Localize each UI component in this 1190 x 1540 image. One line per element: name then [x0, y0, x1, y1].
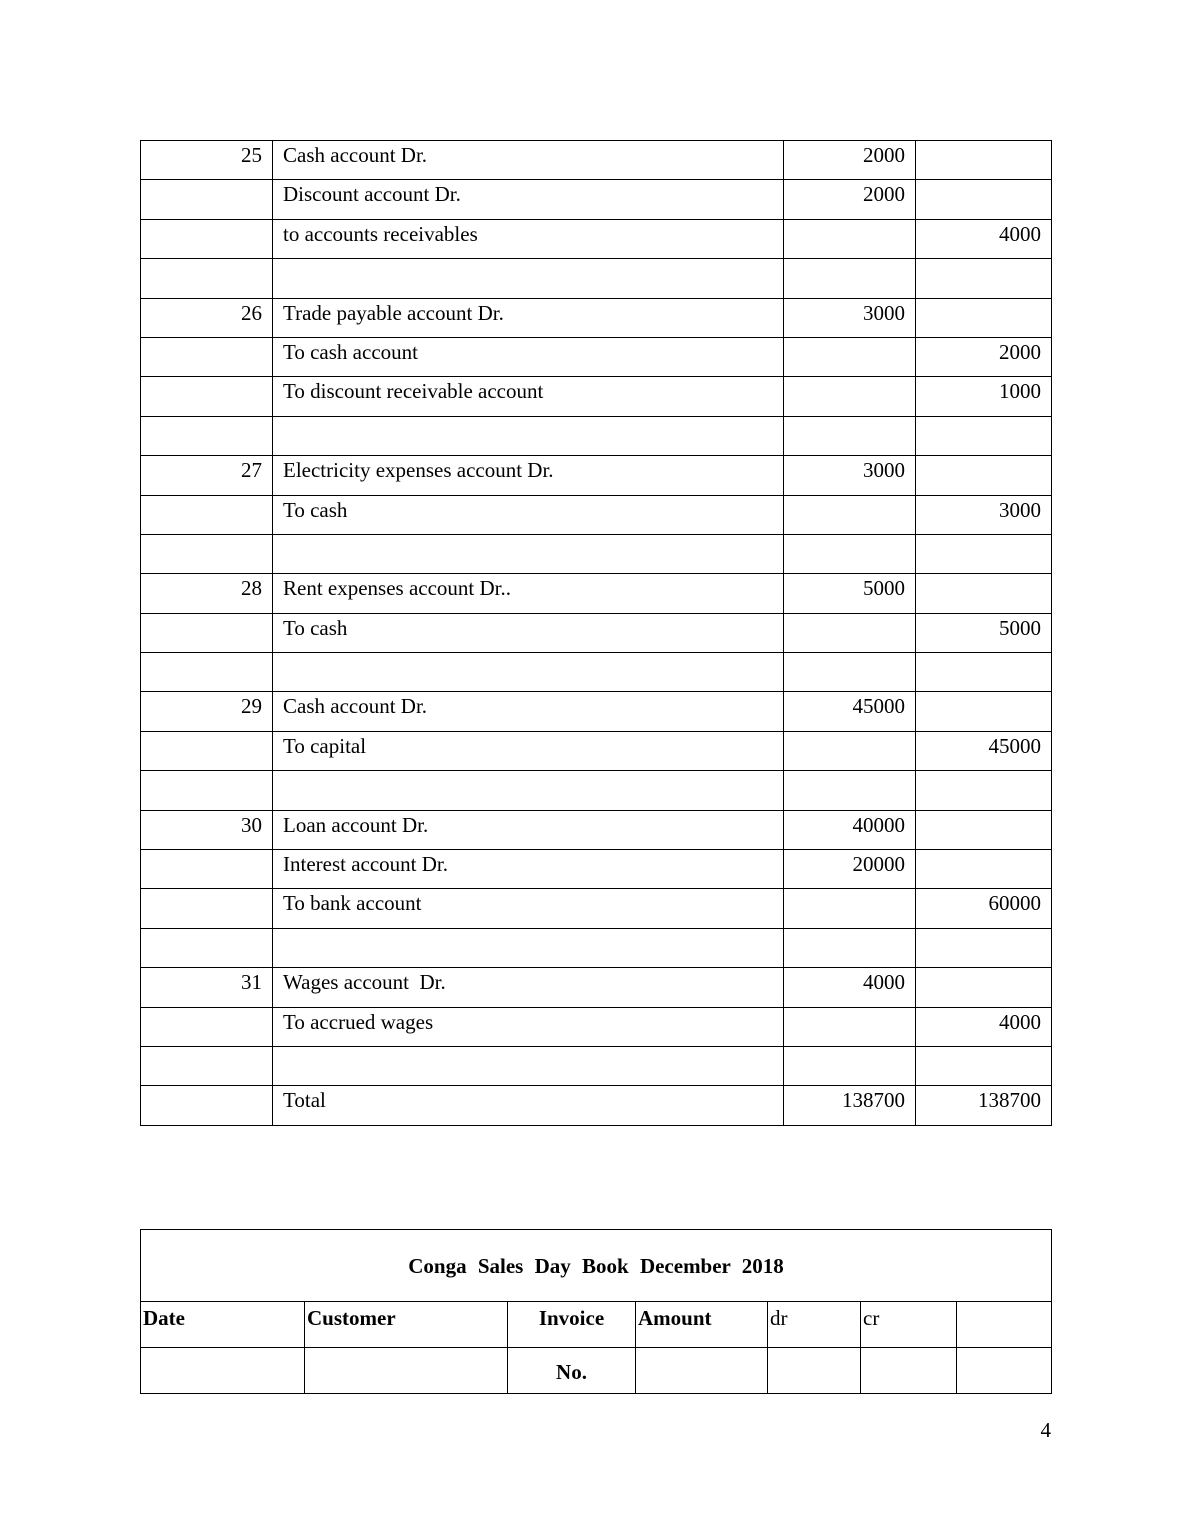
journal-row — [141, 889, 1052, 928]
journal-date: 25 — [141, 141, 273, 180]
journal-date — [141, 534, 273, 573]
header2-blank — [957, 1348, 1052, 1394]
journal-debit — [784, 416, 916, 455]
journal-credit — [916, 653, 1052, 692]
journal-row — [141, 810, 1052, 849]
journal-date — [141, 613, 273, 652]
journal-particulars: To capital — [273, 731, 784, 770]
journal-particulars — [273, 653, 784, 692]
journal-row — [141, 180, 1052, 219]
journal-date: 27 — [141, 456, 273, 495]
journal-particulars: To discount receivable account — [273, 377, 784, 416]
journal-particulars: Rent expenses account Dr.. — [273, 574, 784, 613]
journal-debit: 5000 — [784, 574, 916, 613]
journal-debit: 2000 — [784, 141, 916, 180]
journal-row — [141, 1086, 1052, 1125]
journal-debit — [784, 1046, 916, 1085]
journal-credit: 138700 — [916, 1086, 1052, 1125]
header2-amount — [636, 1348, 768, 1394]
header-amount: Amount — [636, 1302, 768, 1348]
journal-debit — [784, 613, 916, 652]
journal-particulars — [273, 416, 784, 455]
journal-particulars: To cash — [273, 495, 784, 534]
journal-debit — [784, 337, 916, 376]
journal-row — [141, 928, 1052, 967]
journal-particulars: Total — [273, 1086, 784, 1125]
journal-row — [141, 1046, 1052, 1085]
header2-cr — [861, 1348, 957, 1394]
journal-date: 28 — [141, 574, 273, 613]
journal-credit: 1000 — [916, 377, 1052, 416]
header-dr: dr — [768, 1302, 861, 1348]
journal-particulars: Loan account Dr. — [273, 810, 784, 849]
journal-row — [141, 1007, 1052, 1046]
journal-debit — [784, 653, 916, 692]
journal-date — [141, 1086, 273, 1125]
journal-particulars: Cash account Dr. — [273, 692, 784, 731]
journal-credit — [916, 771, 1052, 810]
journal-credit — [916, 456, 1052, 495]
journal-particulars: To accrued wages — [273, 1007, 784, 1046]
journal-date — [141, 495, 273, 534]
header-blank — [957, 1302, 1052, 1348]
header-date: Date — [141, 1302, 305, 1348]
journal-body — [141, 141, 1052, 1126]
journal-credit — [916, 928, 1052, 967]
journal-debit — [784, 259, 916, 298]
journal-date — [141, 1007, 273, 1046]
journal-date — [141, 1046, 273, 1085]
journal-date — [141, 850, 273, 889]
journal-credit — [916, 259, 1052, 298]
journal-row — [141, 377, 1052, 416]
sales-title-row — [141, 1230, 1052, 1302]
header2-customer — [305, 1348, 508, 1394]
sales-day-book-title: Conga Sales Day Book December 2018 — [141, 1230, 1052, 1302]
header-cr: cr — [861, 1302, 957, 1348]
header2-date — [141, 1348, 305, 1394]
header-invoice: Invoice — [508, 1302, 636, 1348]
journal-row — [141, 495, 1052, 534]
sales-header-row-2 — [141, 1348, 1052, 1394]
journal-particulars: Electricity expenses account Dr. — [273, 456, 784, 495]
journal-credit — [916, 180, 1052, 219]
journal-particulars: Discount account Dr. — [273, 180, 784, 219]
journal-row — [141, 298, 1052, 337]
journal-row — [141, 653, 1052, 692]
journal-date — [141, 377, 273, 416]
journal-credit — [916, 810, 1052, 849]
journal-credit — [916, 850, 1052, 889]
journal-credit — [916, 968, 1052, 1007]
sales-header-row — [141, 1302, 1052, 1348]
header2-dr — [768, 1348, 861, 1394]
journal-particulars: Interest account Dr. — [273, 850, 784, 889]
journal-credit — [916, 416, 1052, 455]
journal-credit: 45000 — [916, 731, 1052, 770]
journal-row — [141, 141, 1052, 180]
journal-date — [141, 259, 273, 298]
header-customer: Customer — [305, 1302, 508, 1348]
journal-debit: 4000 — [784, 968, 916, 1007]
journal-row — [141, 574, 1052, 613]
journal-credit — [916, 298, 1052, 337]
journal-date — [141, 337, 273, 376]
journal-debit: 45000 — [784, 692, 916, 731]
journal-date — [141, 771, 273, 810]
journal-debit: 3000 — [784, 456, 916, 495]
journal-particulars — [273, 534, 784, 573]
journal-debit — [784, 495, 916, 534]
journal-debit — [784, 889, 916, 928]
sales-day-book-table — [140, 1229, 1052, 1394]
journal-debit: 138700 — [784, 1086, 916, 1125]
journal-date: 31 — [141, 968, 273, 1007]
journal-row — [141, 219, 1052, 258]
journal-credit — [916, 141, 1052, 180]
journal-credit — [916, 534, 1052, 573]
journal-row — [141, 731, 1052, 770]
journal-credit: 4000 — [916, 1007, 1052, 1046]
journal-date — [141, 928, 273, 967]
journal-credit: 3000 — [916, 495, 1052, 534]
journal-row — [141, 337, 1052, 376]
journal-debit — [784, 928, 916, 967]
journal-credit: 5000 — [916, 613, 1052, 652]
journal-debit — [784, 219, 916, 258]
journal-debit: 3000 — [784, 298, 916, 337]
header2-invoice-no: No. — [508, 1348, 636, 1394]
journal-debit — [784, 771, 916, 810]
journal-particulars: Trade payable account Dr. — [273, 298, 784, 337]
journal-credit — [916, 692, 1052, 731]
journal-debit: 20000 — [784, 850, 916, 889]
journal-debit — [784, 1007, 916, 1046]
journal-credit: 4000 — [916, 219, 1052, 258]
journal-row — [141, 456, 1052, 495]
journal-row — [141, 771, 1052, 810]
journal-row — [141, 416, 1052, 455]
journal-particulars: Wages account Dr. — [273, 968, 784, 1007]
journal-credit — [916, 574, 1052, 613]
journal-debit: 2000 — [784, 180, 916, 219]
journal-debit — [784, 731, 916, 770]
page-number: 4 — [1040, 1418, 1051, 1442]
journal-date — [141, 889, 273, 928]
journal-row — [141, 534, 1052, 573]
journal-row — [141, 259, 1052, 298]
journal-row — [141, 850, 1052, 889]
journal-row — [141, 613, 1052, 652]
journal-particulars: To cash account — [273, 337, 784, 376]
journal-date — [141, 219, 273, 258]
journal-table — [140, 140, 1052, 1126]
journal-debit — [784, 534, 916, 573]
journal-particulars — [273, 928, 784, 967]
journal-debit: 40000 — [784, 810, 916, 849]
journal-date: 26 — [141, 298, 273, 337]
journal-credit — [916, 1046, 1052, 1085]
journal-credit: 60000 — [916, 889, 1052, 928]
journal-particulars: To bank account — [273, 889, 784, 928]
journal-row — [141, 692, 1052, 731]
journal-particulars — [273, 1046, 784, 1085]
journal-particulars: To cash — [273, 613, 784, 652]
journal-credit: 2000 — [916, 337, 1052, 376]
journal-debit — [784, 377, 916, 416]
journal-particulars: to accounts receivables — [273, 219, 784, 258]
journal-date: 30 — [141, 810, 273, 849]
journal-date — [141, 180, 273, 219]
journal-particulars: Cash account Dr. — [273, 141, 784, 180]
journal-date: 29 — [141, 692, 273, 731]
journal-date — [141, 731, 273, 770]
journal-date — [141, 653, 273, 692]
journal-particulars — [273, 259, 784, 298]
journal-date — [141, 416, 273, 455]
journal-row — [141, 968, 1052, 1007]
journal-particulars — [273, 771, 784, 810]
